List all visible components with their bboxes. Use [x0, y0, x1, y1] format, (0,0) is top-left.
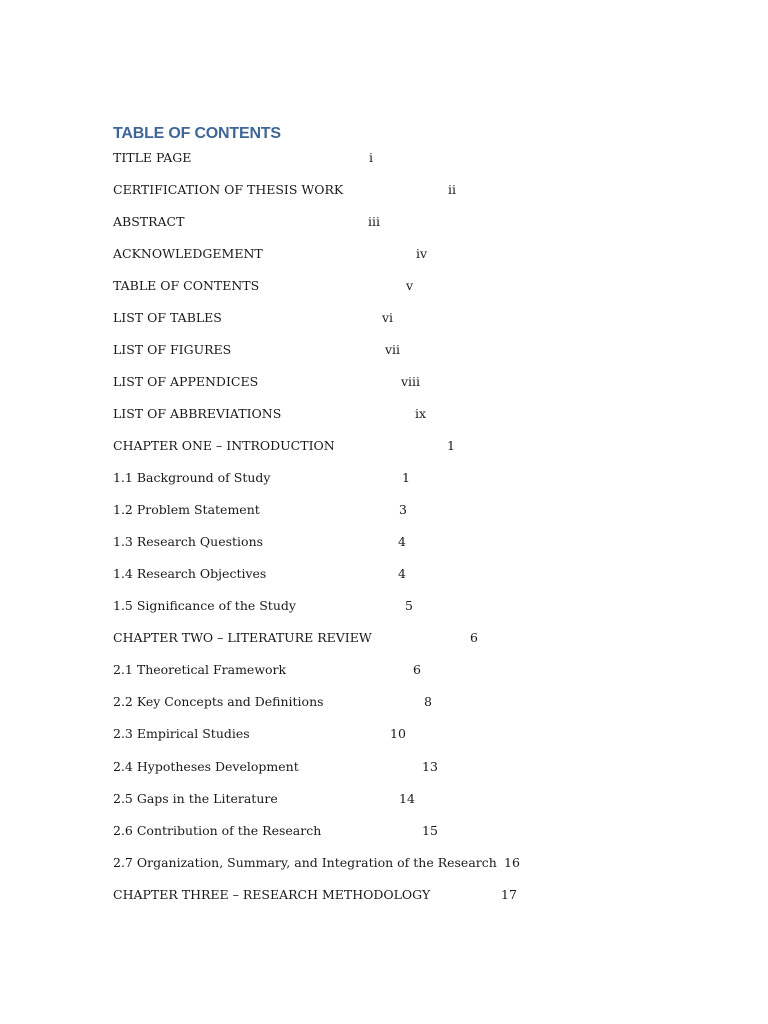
- toc-entry-page-number: iv: [416, 246, 428, 261]
- toc-entry-label: LIST OF APPENDICES: [113, 374, 259, 389]
- toc-entry-label: CHAPTER THREE – RESEARCH METHODOLOGY: [113, 887, 431, 902]
- toc-entry-label: 1.5 Significance of the Study: [113, 598, 296, 613]
- toc-entry-page-number: 10: [390, 726, 406, 741]
- toc-entry-label: 2.5 Gaps in the Literature: [113, 791, 278, 806]
- toc-entry-label: 2.2 Key Concepts and Definitions: [113, 694, 324, 709]
- toc-entry-page-number: 1: [402, 470, 410, 485]
- toc-entry-label: ABSTRACT: [113, 214, 185, 229]
- toc-entry-page-number: 16: [504, 855, 520, 870]
- toc-entry-label: 1.1 Background of Study: [113, 470, 271, 485]
- toc-heading: TABLE OF CONTENTS: [113, 125, 281, 142]
- toc-entry-page-number: i: [369, 150, 373, 165]
- toc-entry-page-number: v: [406, 278, 414, 293]
- toc-entry-label: LIST OF ABBREVIATIONS: [113, 406, 282, 421]
- toc-entry-label: CERTIFICATION OF THESIS WORK: [113, 182, 344, 197]
- toc-entry-label: LIST OF FIGURES: [113, 342, 232, 357]
- toc-entry-label: LIST OF TABLES: [113, 310, 222, 325]
- toc-entry-page-number: 3: [399, 502, 407, 517]
- toc-entry-page-number: 15: [422, 823, 438, 838]
- toc-entry-label: TABLE OF CONTENTS: [113, 278, 260, 293]
- toc-entry-page-number: 6: [470, 630, 478, 645]
- toc-entry-page-number: ix: [415, 406, 427, 421]
- toc-entry-page-number: 13: [422, 759, 438, 774]
- toc-entry-label: TITLE PAGE: [113, 150, 192, 165]
- toc-entry-page-number: 4: [398, 534, 406, 549]
- toc-entry-page-number: 4: [398, 566, 406, 581]
- toc-entry-label: CHAPTER TWO – LITERATURE REVIEW: [113, 630, 372, 645]
- toc-entry-page-number: 17: [501, 887, 517, 902]
- toc-entry-label: 2.6 Contribution of the Research: [113, 823, 322, 838]
- toc-entry-label: 1.4 Research Objectives: [113, 566, 267, 581]
- toc-entry-label: 2.7 Organization, Summary, and Integration of the Research: [113, 855, 497, 870]
- toc-entry-label: ACKNOWLEDGEMENT: [113, 246, 263, 261]
- toc-entry-label: 2.3 Empirical Studies: [113, 726, 250, 741]
- toc-entry-page-number: viii: [401, 374, 421, 389]
- toc-entry-label: CHAPTER ONE – INTRODUCTION: [113, 438, 335, 453]
- toc-entry-page-number: 14: [399, 791, 415, 806]
- toc-entry-page-number: vii: [385, 342, 401, 357]
- toc-entry-page-number: ii: [448, 182, 456, 197]
- toc-entry-label: 2.4 Hypotheses Development: [113, 759, 299, 774]
- toc-entry-page-number: 6: [413, 662, 421, 677]
- toc-entry-page-number: iii: [368, 214, 380, 229]
- toc-entry-page-number: 8: [424, 694, 432, 709]
- toc-entry-page-number: 5: [405, 598, 413, 613]
- toc-entry-label: 1.2 Problem Statement: [113, 502, 260, 517]
- toc-entry-page-number: 1: [447, 438, 455, 453]
- toc-entry-label: 2.1 Theoretical Framework: [113, 662, 287, 677]
- toc-entry-label: 1.3 Research Questions: [113, 534, 264, 549]
- toc-entry-page-number: vi: [382, 310, 394, 325]
